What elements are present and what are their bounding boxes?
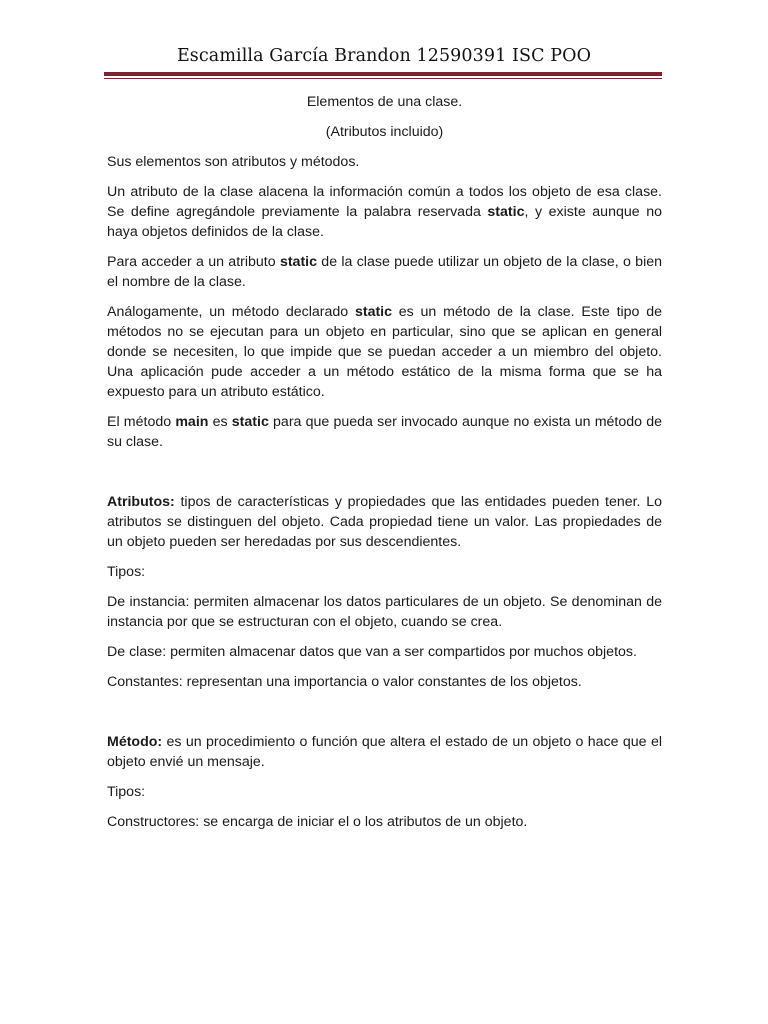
document-subtitle: (Atributos incluido) — [325, 124, 444, 140]
keyword-static: static — [354, 304, 393, 320]
paragraph-static-attribute — [107, 182, 662, 242]
document-title: Elementos de una clase. — [306, 94, 463, 110]
text-run: de la clase puede utilizar un objeto de la clase, o bien el nombre de la clase. — [107, 254, 662, 290]
text-run: es — [208, 414, 232, 430]
paragraph-atributos — [107, 492, 662, 552]
paragraph-main-method — [107, 412, 662, 452]
keyword-static: static — [279, 254, 317, 270]
text-run: Análogamente, un método declarado — [107, 304, 355, 320]
metodo-label: Método: — [107, 734, 163, 750]
atributos-label: Atributos: — [107, 494, 175, 510]
text-run: , y existe aunque no haya objetos definidos de la clase. — [107, 204, 662, 240]
paragraph-static-method — [107, 302, 662, 402]
page-header-title: Escamilla García Brandon 12590391 ISC POO — [176, 46, 592, 66]
text-run: El método — [107, 414, 176, 430]
section-gap — [107, 702, 662, 732]
header-rule-thick — [104, 72, 662, 76]
text-run: Para acceder a un atributo — [107, 254, 280, 270]
tipos-heading: Tipos: — [107, 784, 146, 800]
text-run: es un método de la clase. Este tipo de métodos no se ejecutan para un objeto en particular, sino que se aplican en general donde se necesiten, lo que impide que se puedan acceder a un miembro del objeto. Una aplicación pude acceder a un método estático de la misma forma que se ha expuesto para un atributo estático. — [107, 304, 662, 400]
text-run: Un atributo de la clase alacena la información común a todos los objeto de esa clase. Se define agregándole previamente la palabra reservada — [107, 184, 662, 220]
paragraph-elements: Sus elementos son atributos y métodos. — [107, 154, 360, 170]
header-rule-thin — [104, 78, 662, 79]
paragraph-metodo — [107, 732, 662, 772]
text-run: es un procedimiento o función que altera el estado de un objeto o hace que el objeto envié un mensaje. — [107, 734, 662, 770]
paragraph-clase: De clase: permiten almacenar datos que van a ser compartidos por muchos objetos. — [107, 644, 637, 660]
paragraph-constructores: Constructores: se encarga de iniciar el o los atributos de un objeto. — [107, 814, 528, 830]
keyword-main: main — [175, 414, 209, 430]
document-body — [107, 92, 662, 842]
paragraph-instancia: De instancia: permiten almacenar los datos particulares de un objeto. Se denominan de instancia por que se estructuran con el objeto, cuando se crea. — [107, 594, 662, 630]
text-run: tipos de características y propiedades que las entidades pueden tener. Lo atributos se distinguen del objeto. Cada propiedad tiene un valor. Las propiedades de un objeto pueden ser heredadas por sus descendientes. — [107, 494, 662, 550]
section-gap — [107, 462, 662, 492]
paragraph-constantes: Constantes: representan una importancia o valor constantes de los objetos. — [107, 674, 582, 690]
keyword-static: static — [231, 414, 269, 430]
text-run: para que pueda ser invocado aunque no exista un método de su clase. — [107, 414, 662, 450]
keyword-static: static — [487, 204, 525, 220]
paragraph-access-attribute — [107, 252, 662, 292]
tipos-heading: Tipos: — [107, 564, 146, 580]
